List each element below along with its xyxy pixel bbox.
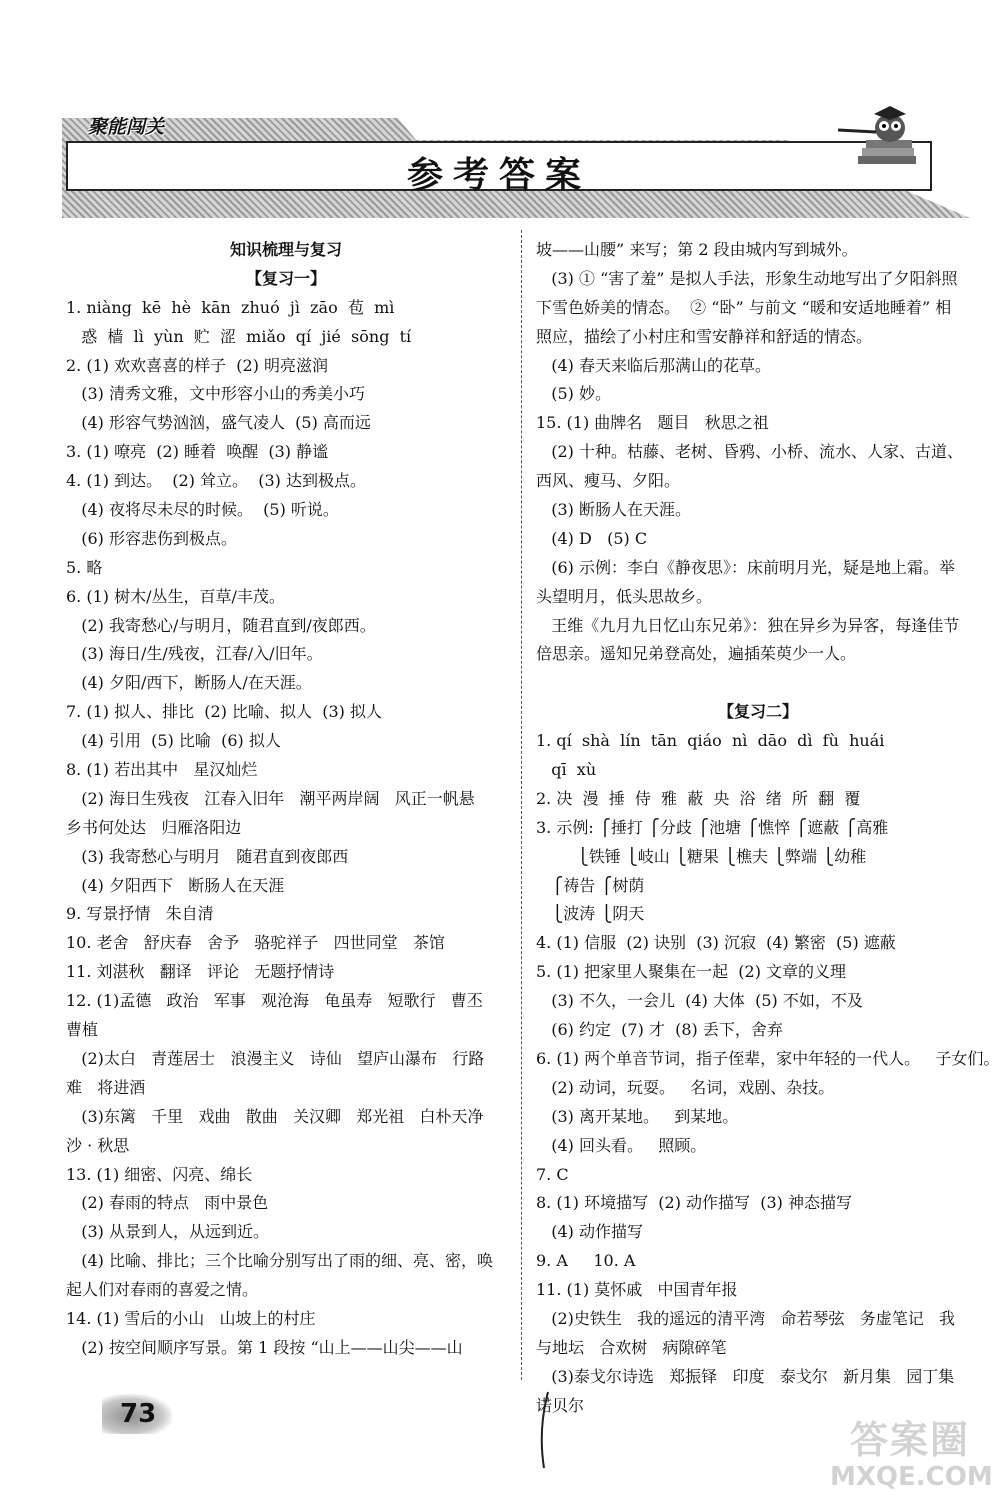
answer-line: (4) 形容气势汹汹，盛气凌人 (5) 高而远: [66, 413, 371, 433]
answer-line: 起人们对春雨的喜爱之情。: [66, 1280, 259, 1300]
answer-line: (2) 海日生残夜 江春入旧年 潮平两岸阔 风正一帆悬: [66, 788, 475, 808]
answer-line: (6) 示例：李白《静夜思》：床前明月光，疑是地上霜。举: [536, 557, 956, 577]
answer-line: (3) 海日/生/残夜，江春/入/旧年。: [66, 644, 323, 664]
answer-line: ⎩波涛 ⎩阴天: [536, 904, 645, 924]
answer-line: 8. (1) 环境描写 (2) 动作描写 (3) 神态描写: [536, 1193, 852, 1213]
answer-line: (4) 夜将尽未尽的时候。 (5) 听说。: [66, 500, 339, 520]
answer-line: 9. 写景抒情 朱自清: [66, 904, 214, 924]
watermark-en: MXQE.COM: [830, 1462, 993, 1492]
answer-line: 13. (1) 细密、闪亮、绵长: [66, 1164, 253, 1184]
answer-line: (2) 按空间顺序写景。第 1 段按 “山上——山尖——山: [66, 1337, 463, 1357]
answer-line: (4) 动作描写: [536, 1222, 644, 1242]
answer-line: [536, 669, 980, 698]
answer-line: 王维《九月九日忆山东兄弟》：独在异乡为异客，每逢佳节: [536, 615, 960, 635]
answer-line: 2. 决 漫 捶 侍 雅 蔽 央 浴 绪 所 翻 覆: [536, 788, 861, 808]
answer-column-right: [536, 236, 1000, 1421]
answer-line: (4) 回头看。 照顾。: [536, 1135, 707, 1155]
answer-line: (3)泰戈尔诗选 郑振铎 印度 泰戈尔 新月集 园丁集: [536, 1366, 955, 1386]
answer-line: 【复习二】: [717, 702, 798, 722]
answer-line: (2) 春雨的特点 雨中景色: [66, 1193, 269, 1213]
answer-line: 1. niàng kē hè kān zhuó jì zāo 苞 mì: [66, 297, 395, 317]
answer-line: (2)太白 青莲居士 浪漫主义 诗仙 望庐山瀑布 行路: [66, 1048, 485, 1068]
answer-line: ⎩铁锤 ⎩岐山 ⎩糖果 ⎩樵夫 ⎩弊端 ⎩幼稚: [536, 846, 867, 866]
page-title: 参考答案: [406, 154, 591, 196]
answer-line: (2) 动词，玩耍。 名词，戏剧、杂技。: [536, 1077, 835, 1097]
answer-line: (3) 从景到人，从远到近。: [66, 1222, 270, 1242]
answer-line: (4) 比喻、排比；三个比喻分别写出了雨的细、亮、密，唤: [66, 1251, 494, 1271]
answer-line: 14. (1) 雪后的小山 山坡上的村庄: [66, 1308, 316, 1328]
answer-line: 3. (1) 嘹亮 (2) 睡着 唤醒 (3) 静谧: [66, 442, 329, 462]
page-number: 73: [102, 1394, 172, 1434]
answer-line: 【复习一】: [245, 268, 326, 288]
answer-line: 乡书何处达 归雁洛阳边: [66, 817, 242, 837]
answer-line: 10. 老舍 舒庆春 舍予 骆驼祥子 四世同堂 茶馆: [66, 933, 445, 953]
answer-line: (3) 断肠人在天涯。: [536, 500, 692, 520]
answer-line: qī xù: [536, 760, 597, 780]
answer-line: 倍思亲。遥知兄弟登高处，遍插茱萸少一人。: [536, 644, 857, 664]
watermark: [830, 1418, 993, 1498]
answer-column-left: [66, 236, 506, 1363]
brand-logo: 聚能闯关: [88, 116, 165, 138]
header-title-box: [66, 141, 932, 196]
answer-line: 11. (1) 莫怀戚 中国青年报: [536, 1280, 738, 1300]
answer-line: 下雪色娇美的情态。 ② “卧” 与前文 “暖和安适地睡着” 相: [536, 297, 952, 317]
answer-line: 9. A 10. A: [536, 1251, 636, 1271]
answer-line: (2) 我寄愁心/与明月，随君直到/夜郎西。: [66, 615, 376, 635]
answer-line: 诺贝尔: [536, 1395, 585, 1415]
answer-line: (3) 不久，一会儿 (4) 大体 (5) 不如，不及: [536, 991, 863, 1011]
answer-line: 曹植: [66, 1020, 99, 1040]
answer-line: 8. (1) 若出其中 星汉灿烂: [66, 760, 258, 780]
answer-line: (3) 我寄愁心与明月 随君直到夜郎西: [66, 846, 349, 866]
answer-line: 11. 刘湛秋 翻译 评论 无题抒情诗: [66, 962, 335, 982]
answer-line: 与地坛 合欢树 病隙碎笔: [536, 1337, 727, 1357]
answer-line: 6. (1) 树木/丛生，百草/丰茂。: [66, 586, 285, 606]
answer-line: (3)东篱 千里 戏曲 散曲 关汉卿 郑光祖 白朴天净: [66, 1106, 484, 1126]
answer-line: (6) 约定 (7) 才 (8) 丢下，舍弃: [536, 1020, 783, 1040]
answer-line: (3) 离开某地。 到某地。: [536, 1106, 739, 1126]
answer-line: 难 将进酒: [66, 1077, 146, 1097]
answer-line: (2)史铁生 我的遥远的清平湾 命若琴弦 务虚笔记 我: [536, 1308, 955, 1328]
answer-line: (4) 夕阳/西下，断肠人/在天涯。: [66, 673, 312, 693]
answer-line: (4) D (5) C: [536, 528, 648, 548]
answer-line: 知识梳理与复习: [229, 240, 342, 259]
answer-line: (4) 春天来临后那满山的花草。: [536, 355, 772, 375]
answer-line: 沙 · 秋思: [66, 1135, 130, 1155]
handwritten-mark: [536, 1390, 556, 1470]
watermark-cn: 答案圈: [849, 1418, 970, 1462]
owl-graduate-icon: [838, 100, 930, 174]
answer-line: 5. 略: [66, 557, 103, 577]
answer-line: (5) 妙。: [536, 384, 612, 404]
answer-line: 坡——山腰” 来写；第 2 段由城内写到城外。: [536, 240, 858, 259]
answer-line: (4) 引用 (5) 比喻 (6) 拟人: [66, 731, 281, 751]
answer-line: 头望明月，低头思故乡。: [536, 586, 713, 606]
answer-line: 7. (1) 拟人、排比 (2) 比喻、拟人 (3) 拟人: [66, 702, 382, 722]
answer-line: 15. (1) 曲牌名 题目 秋思之祖: [536, 413, 769, 433]
answer-line: 7. C: [536, 1164, 569, 1184]
answer-line: (3) 清秀文雅，文中形容小山的秀美小巧: [66, 384, 366, 404]
answer-line: 4. (1) 信服 (2) 诀别 (3) 沉寂 (4) 繁密 (5) 遮蔽: [536, 933, 896, 953]
answer-line: 5. (1) 把家里人聚集在一起 (2) 文章的义理: [536, 962, 847, 982]
answer-line: 12. (1)孟德 政治 军事 观沧海 龟虽寿 短歌行 曹丕: [66, 991, 483, 1011]
answer-line: 6. (1) 两个单音节词，指子侄辈，家中年轻的一代人。 子女们。: [536, 1048, 1000, 1068]
answer-line: 西风、瘦马、夕阳。: [536, 471, 681, 491]
answer-line: 3. 示例: ⎧捶打 ⎧分歧 ⎧池塘 ⎧憔悴 ⎧遮蔽 ⎧高雅: [536, 817, 889, 837]
answer-line: (2) 十种。枯藤、老树、昏鸦、小桥、流水、人家、古道、: [536, 442, 964, 462]
answer-line: ⎧祷告 ⎧树荫: [536, 875, 645, 895]
answer-line: (6) 形容悲伤到极点。: [66, 528, 238, 548]
answer-line: (4) 夕阳西下 断肠人在天涯: [66, 875, 285, 895]
answer-line: 照应，描绘了小村庄和雪安静祥和舒适的情态。: [536, 326, 873, 346]
answer-line: 1. qí shà lín tān qiáo nì dāo dì fù huái: [536, 731, 885, 751]
answer-line: (3) ① “害了羞” 是拟人手法，形象生动地写出了夕阳斜照: [536, 268, 958, 288]
answer-line: 2. (1) 欢欢喜喜的样子 (2) 明亮滋润: [66, 355, 329, 375]
answer-line: 4. (1) 到达。 (2) 耸立。 (3) 达到极点。: [66, 471, 366, 491]
column-divider: [521, 230, 522, 1380]
answer-line: 惑 樯 lì yùn 贮 涩 miǎo qí jié sōng tí: [66, 326, 412, 346]
